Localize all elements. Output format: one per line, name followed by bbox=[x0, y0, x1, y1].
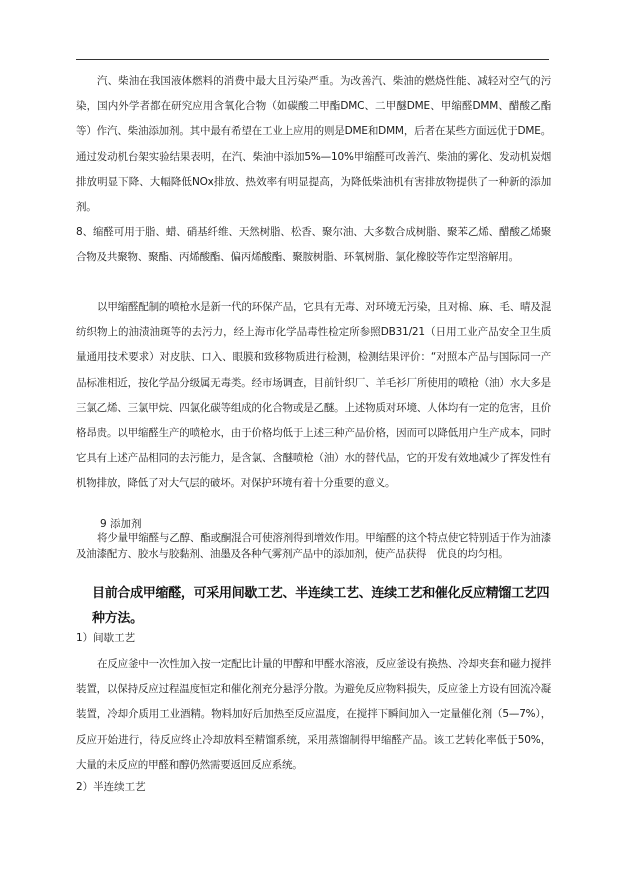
paragraph-additive: 将少量甲缩醛与乙醇、酯或酮混合可使溶剂得到增效作用。甲缩醛的这个特点使它特别适于作为油漆及油漆配方、胶水与胶黏剂、油墨及各种气雾剂产品中的添加剂，使产品获得 优良的均匀相。 bbox=[76, 532, 551, 560]
paragraph-solvent-use: 8、缩醛可用于脂、蜡、硝基纤维、天然树脂、松香、聚尔油、大多数合成树脂、聚苯乙烯、醋酸乙烯聚合物及共聚物、聚酯、丙烯酸酯、偏丙烯酸酯、聚胺树脂、环氧树脂、氯化橡胶等作定型溶解用。 bbox=[76, 226, 551, 264]
main-heading-synthesis-methods: 目前合成甲缩醛，可采用间歇工艺、半连续工艺、连续工艺和催化反应精馏工艺四种方法。 bbox=[92, 586, 550, 626]
section-heading-semi-continuous: 2）半连续工艺 bbox=[76, 781, 146, 793]
paragraph-fuel-additive: 汽、柴油在我国液体燃料的消费中最大且污染严重。为改善汽、柴油的燃烧性能、减轻对空气的污染，国内外学者都在研究应用含氧化合物（如碳酸二甲酯DMC、二甲醚DME、甲缩醛DMM、醋酸乙酯等）作汽、柴油添加剂。其中最有希望在工业上应用的则是DME和DMM，后者在某些方面远优于DME。通过发动机台架实验结果表明，在汽、柴油中添加5%—10%甲缩醛可改善汽、柴油的雾化、发动机炭烟排放明显下降、大幅降低NOx排放、热效率有明显提高，为降低柴油机有害排放物提供了一种新的添加剂。 bbox=[76, 75, 551, 214]
paragraph-spray-gun-water: 以甲缩醛配制的喷枪水是新一代的环保产品，它具有无毒、对环境无污染，且对棉、麻、毛、晴及混纺织物上的油渍油斑等的去污力，经上海市化学品毒性检定所参照DB31/21（日用工业产品安全卫生质量通用技术要求）对皮肤、口入、眼膜和致移物质进行检测，检测结果评价：“对照本产品与国际同一产品标准相近，按化学品分级属无毒类。经市场调查，目前针织厂、羊毛衫厂所使用的喷枪（油）水大多是三氯乙烯、三氯甲烷、四氯化碳等组成的化合物或是乙醚。上述物质对环境、人体均有一定的危害，且价格昂贵。以甲缩醛生产的喷枪水，由于价格均低于上述三种产品价格，因而可以降低用户生产成本，同时它具有上述产品相同的去污能力，是含氯、含醚喷枪（油）水的替代品，它的开发有效地减少了挥发性有机物排放，降低了对大气层的破坏。对保护环境有着十分重要的意义。 bbox=[76, 301, 551, 490]
paragraph-batch-process: 在反应釜中一次性加入按一定配比计量的甲醇和甲醛水溶液，反应釜设有换热、冷却夹套和磁力搅拌装置，以保持反应过程温度恒定和催化剂充分悬浮分散。为避免反应物料损失，反应釜上方设有回流冷凝装置，冷却介质用工业酒精。物料加好后加热至反应温度，在搅拌下瞬间加入一定量催化剂（5—7%），反应开始进行，待反应终止冷却放料至精馏系统，采用蒸馏制得甲缩醛产品。该工艺转化率低于50%，大量的未反应的甲醛和醇仍然需要返回反应系统。 bbox=[76, 658, 551, 771]
section-heading-additive: 9 添加剂 bbox=[100, 518, 142, 530]
header-rule bbox=[76, 59, 549, 60]
section-heading-batch-process: 1）间歇工艺 bbox=[76, 632, 136, 644]
